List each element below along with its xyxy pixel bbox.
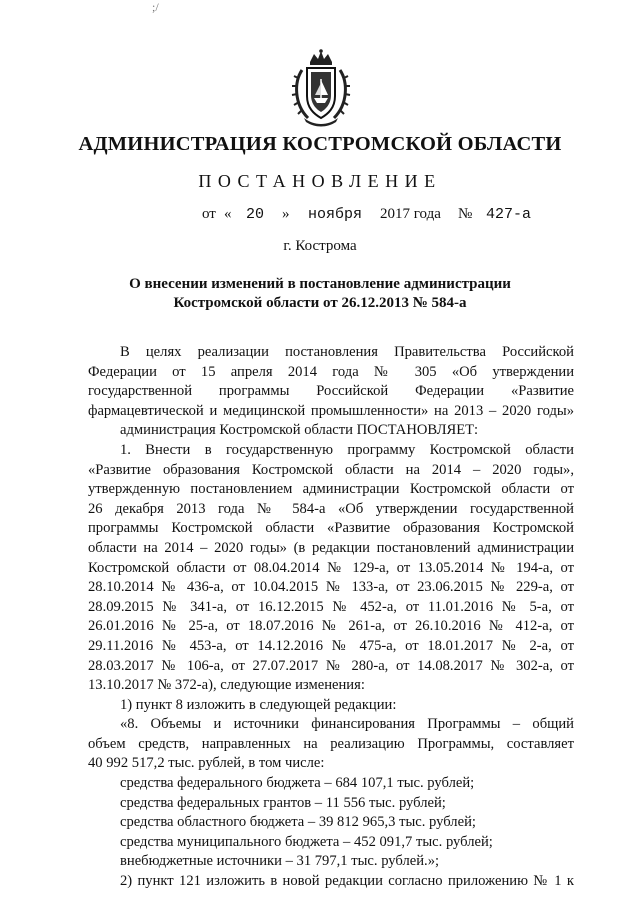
body-line: программы Костромской области «Развитие образования Костромской [88, 520, 574, 537]
body-line: Костромской области от 08.04.2014 № 129-а, от 13.05.2014 № 194-а, от [88, 559, 574, 576]
number-sign: № [458, 206, 473, 222]
body-line: 26 декабря 2013 года № 584-а «Об утверждении государственной [88, 500, 574, 517]
body-line: фармацевтической и медицинской промышленности» на 2013 – 2020 годы» [88, 402, 574, 419]
body-line: администрация Костромской области ПОСТАНОВЛЯЕТ: [120, 422, 479, 439]
subject-heading [100, 275, 540, 313]
date-month: ноября [308, 206, 363, 223]
body-line: 26.01.2016 № 25-а, от 18.07.2016 № 261-а, от 26.10.2016 № 412-а, от [88, 618, 574, 635]
document-number: 427-а [486, 206, 532, 223]
organization-title: АДМИНИСТРАЦИЯ КОСТРОМСКОЙ ОБЛАСТИ [78, 133, 562, 155]
body-line: 28.10.2014 № 436-а, от 10.04.2015 № 133-а, от 23.06.2015 № 229-а, от [88, 579, 574, 596]
body-line: Федерации от 15 апреля 2014 года № 305 «Об утверждении [88, 363, 574, 380]
body-line: средства областного бюджета – 39 812 965,3 тыс. рублей; [120, 814, 476, 831]
body-line: «8. Объемы и источники финансирования Программы – общий [120, 716, 574, 733]
body-line: объем средств, направленных на реализацию Программы, составляет [88, 735, 574, 752]
body-line: В целях реализации постановления Правительства Российской [120, 344, 574, 360]
date-from: от [202, 206, 216, 222]
body-line: 40 992 517,2 тыс. рублей, в том числе: [88, 755, 325, 772]
body-line: 1) пункт 8 изложить в следующей редакции: [120, 696, 397, 713]
body-line: области на 2014 – 2020 годы» (в редакции постановлений администрации [88, 539, 574, 556]
body-line: средства муниципального бюджета – 452 091,7 тыс. рублей; [120, 833, 493, 850]
body-line: 1. Внести в государственную программу Костромской области [120, 441, 574, 458]
body-line: внебюджетные источники – 31 797,1 тыс. рублей.»; [120, 853, 440, 870]
document-body [88, 343, 574, 892]
body-line: государственной программы Российской Федерации «Развитие [88, 383, 574, 400]
body-line: 13.10.2017 № 372-а), следующие изменения: [88, 677, 365, 694]
date-day: 20 [246, 206, 265, 223]
body-line: 28.03.2017 № 106-а, от 27.07.2017 № 280-а, от 14.08.2017 № 302-а, от [88, 657, 574, 674]
body-line: «Развитие образования Костромской области на 2014 – 2020 годы», [88, 461, 574, 478]
body-line: утвержденную постановлением администрации Костромской области от [88, 481, 574, 498]
date-line [0, 206, 640, 228]
subject-line: Костромской области от 26.12.2013 № 584-а [173, 295, 467, 311]
body-line: 2) пункт 121 изложить в новой редакции согласно приложению № 1 к [120, 873, 574, 890]
city: г. Кострома [283, 238, 357, 254]
body-line: 29.11.2016 № 453-а, от 14.12.2016 № 475-а, от 18.01.2017 № 2-а, от [88, 637, 574, 654]
body-line: средства федерального бюджета – 684 107,1 тыс. рублей; [120, 775, 475, 792]
subject-line: О внесении изменений в постановление администрации [129, 276, 511, 292]
date-close-quote: » [282, 206, 290, 222]
coat-of-arms-icon [290, 48, 352, 128]
corner-mark: ;/ [152, 0, 159, 14]
document-type: ПОСТАНОВЛЕНИЕ [198, 171, 442, 191]
body-line: 28.09.2015 № 341-а, от 16.12.2015 № 452-а, от 11.01.2016 № 5-а, от [88, 598, 574, 615]
date-year: 2017 года [380, 206, 441, 222]
body-line: средства федеральных грантов – 11 556 тыс. рублей; [120, 794, 446, 811]
date-open-quote: « [224, 206, 232, 222]
